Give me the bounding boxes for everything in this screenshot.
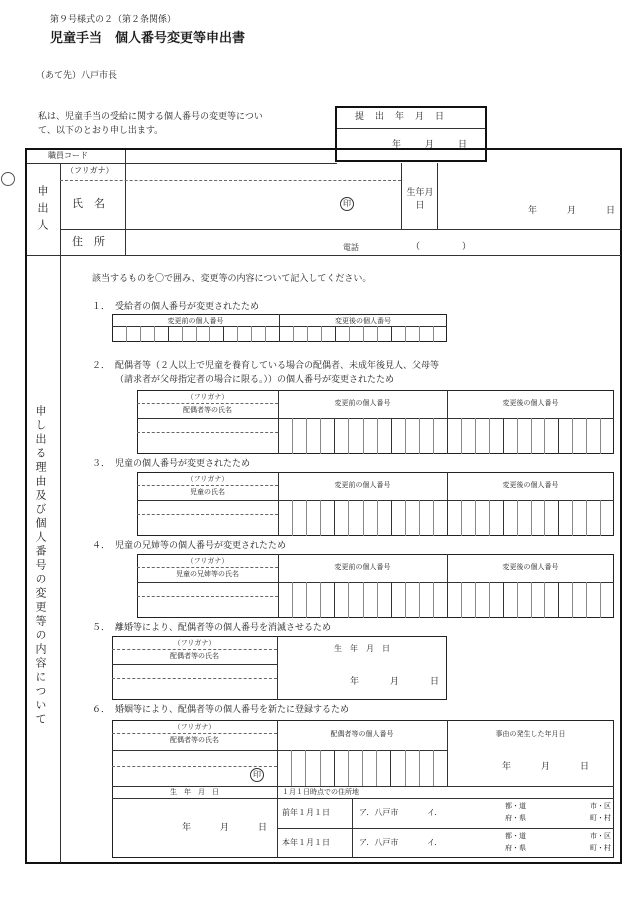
item-5-name-label: 配偶者等の氏名 — [170, 652, 219, 660]
item-6-dob-label: 生 年 月 日 — [170, 788, 219, 796]
item-3-after-number-cells[interactable] — [447, 500, 614, 536]
digit-cell-divider — [433, 750, 434, 786]
intro-line-2: て、以下のとおり申し出ます。 — [38, 126, 164, 136]
item-2-before-number-cells[interactable] — [278, 418, 447, 454]
item-6-prev-option-b[interactable]: イ． — [427, 808, 443, 817]
digit-cell-divider — [475, 582, 476, 618]
digit-cell-divider — [348, 750, 349, 786]
item-6-event-date-header: 事由の発生した年月日 — [495, 730, 566, 738]
phone-label: 電話 — [343, 243, 359, 252]
digit-cell-divider — [517, 582, 518, 618]
applicant-name-label: 氏 名 — [72, 197, 105, 210]
digit-cell-divider — [391, 326, 392, 342]
digit-cell-divider — [362, 750, 363, 786]
form-number: 第９号様式の２（第２条関係） — [50, 15, 177, 25]
digit-cell-divider — [586, 418, 587, 454]
item-4-before-number-cells[interactable] — [278, 582, 447, 618]
item-6-jan1-address-label: １月１日時点での住所地 — [282, 788, 359, 796]
digit-cell-divider — [335, 326, 336, 342]
item-6-this-pref-label-2: 府・県 — [505, 844, 526, 852]
digit-cell-divider — [292, 582, 293, 618]
digit-cell-divider — [433, 326, 434, 342]
item-6-event-year[interactable]: 年 — [502, 762, 512, 772]
applicant-address-field[interactable] — [126, 230, 326, 254]
digit-cell-divider — [363, 418, 364, 454]
item-4-after-header: 変更後の個人番号 — [502, 563, 559, 571]
digit-cell-divider — [334, 500, 335, 536]
digit-cell-divider — [377, 500, 378, 536]
submission-year[interactable]: 年 — [392, 140, 402, 150]
applicant-section-label: 申出人 — [36, 185, 49, 236]
digit-cell-divider — [558, 582, 559, 618]
digit-cell-divider — [531, 500, 532, 536]
punch-hole-icon — [1, 172, 15, 186]
digit-cell-divider — [531, 582, 532, 618]
digit-cell-divider — [348, 418, 349, 454]
item-4-number[interactable]: ４． — [92, 541, 111, 551]
digit-cell-divider — [572, 500, 573, 536]
digit-cell-divider — [419, 326, 420, 342]
digit-cell-divider — [196, 326, 197, 342]
digit-cell-divider — [405, 582, 406, 618]
digit-cell-divider — [334, 418, 335, 454]
instruction-text: 該当するものを〇で囲み、変更等の内容について記入してください。 — [92, 274, 372, 284]
item-3-name-field[interactable] — [138, 501, 277, 535]
digit-cell-divider — [209, 326, 210, 342]
applicant-dob-label: 生年月日 — [406, 188, 434, 211]
item-6-prev-year-label: 前年１月１日 — [282, 808, 330, 817]
applicant-name-field[interactable] — [126, 181, 400, 221]
item-1-before-header: 変更前の個人番号 — [167, 317, 224, 325]
item-4-before-header: 変更前の個人番号 — [334, 563, 391, 571]
item-6-furigana-label: （フリガナ） — [173, 723, 216, 731]
digit-cell-divider — [334, 582, 335, 618]
reason-section-label: 申し出る理由及び個人番号の変更等の内容について — [34, 405, 47, 727]
digit-cell-divider — [376, 750, 377, 786]
digit-cell-divider — [475, 418, 476, 454]
item-5-dob-month[interactable]: 月 — [390, 677, 400, 687]
digit-cell-divider — [390, 750, 391, 786]
digit-cell-divider — [419, 582, 420, 618]
item-6-this-option-b[interactable]: イ． — [427, 838, 443, 847]
item-6-prev-pref-label-1: 都・道 — [505, 802, 526, 810]
staff-code-label: 職員コード — [48, 151, 88, 160]
digit-cell-divider — [237, 326, 238, 342]
digit-cell-divider — [405, 418, 406, 454]
item-6-this-pref-label-1: 都・道 — [505, 832, 526, 840]
item-6-mynumber-header: 配偶者等の個人番号 — [330, 730, 394, 738]
item-6-this-city-label-1: 市・区 — [590, 832, 611, 840]
digit-cell-divider — [433, 500, 434, 536]
digit-cell-divider — [517, 418, 518, 454]
digit-cell-divider — [126, 326, 127, 342]
item-6-prev-city-label-2: 町・村 — [590, 814, 611, 822]
item-2-number[interactable]: ２． — [92, 361, 111, 371]
item-2-after-number-cells[interactable] — [447, 418, 614, 454]
digit-cell-divider — [140, 326, 141, 342]
digit-cell-divider — [305, 750, 306, 786]
submission-date-label: 提 出 年 月 日 — [355, 112, 446, 122]
digit-cell-divider — [348, 500, 349, 536]
digit-cell-divider — [334, 750, 335, 786]
item-2-after-header: 変更後の個人番号 — [502, 399, 559, 407]
item-4-after-number-cells[interactable] — [447, 582, 614, 618]
item-3-number[interactable]: ３． — [92, 459, 111, 469]
item-2-name-field[interactable] — [138, 419, 277, 453]
digit-cell-divider — [475, 500, 476, 536]
item-6-prev-city-label-1: 市・区 — [590, 802, 611, 810]
digit-cell-divider — [419, 750, 420, 786]
digit-cell-divider — [461, 418, 462, 454]
item-5-number[interactable]: ５． — [92, 623, 111, 633]
item-5-name-field[interactable] — [113, 665, 276, 699]
digit-cell-divider — [572, 418, 573, 454]
digit-cell-divider — [461, 582, 462, 618]
digit-cell-divider — [489, 418, 490, 454]
digit-cell-divider — [363, 326, 364, 342]
digit-cell-divider — [377, 326, 378, 342]
digit-cell-divider — [558, 418, 559, 454]
digit-cell-divider — [292, 418, 293, 454]
digit-cell-divider — [489, 582, 490, 618]
item-4-name-label: 児童の兄姉等の氏名 — [176, 570, 239, 578]
digit-cell-divider — [391, 582, 392, 618]
applicant-furigana-label: （フリガナ） — [66, 166, 114, 175]
phone-paren-close: ） — [462, 242, 472, 252]
digit-cell-divider — [306, 582, 307, 618]
item-6-dob-year[interactable]: 年 — [182, 823, 192, 833]
intro-line-1: 私は、児童手当の受給に関する個人番号の変更等につい — [38, 112, 263, 122]
item-6-event-day[interactable]: 日 — [580, 762, 590, 772]
phone-paren-open: （ — [411, 242, 421, 252]
digit-cell-divider — [377, 582, 378, 618]
item-6-event-month[interactable]: 月 — [541, 762, 551, 772]
digit-cell-divider — [306, 418, 307, 454]
digit-cell-divider — [320, 582, 321, 618]
seal-mark-icon: 印 — [340, 197, 354, 211]
digit-cell-divider — [182, 326, 183, 342]
item-1-text: 受給者の個人番号が変更されたため — [115, 302, 260, 312]
digit-cell-divider — [292, 500, 293, 536]
digit-cell-divider — [363, 500, 364, 536]
digit-cell-divider — [419, 500, 420, 536]
digit-cell-divider — [433, 582, 434, 618]
digit-cell-divider — [293, 326, 294, 342]
applicant-address-label: 住 所 — [72, 235, 105, 248]
digit-cell-divider — [600, 582, 601, 618]
digit-cell-divider — [489, 500, 490, 536]
applicant-dob-day[interactable]: 日 — [606, 206, 616, 216]
digit-cell-divider — [391, 500, 392, 536]
item-5-dob-year[interactable]: 年 — [350, 677, 360, 687]
item-6-prev-pref-label-2: 府・県 — [505, 814, 526, 822]
digit-cell-divider — [377, 418, 378, 454]
item-6-mynumber-cells[interactable] — [277, 750, 447, 786]
item-2-text-line-1: 配偶者等（２人以上で児童を養育している場合の配偶者、未成年後見人、父母等 — [115, 361, 440, 371]
item-6-number[interactable]: ６． — [92, 705, 111, 715]
digit-cell-divider — [503, 418, 504, 454]
item-3-before-header: 変更前の個人番号 — [334, 481, 391, 489]
digit-cell-divider — [348, 582, 349, 618]
digit-cell-divider — [586, 582, 587, 618]
digit-cell-divider — [320, 500, 321, 536]
digit-cell-divider — [461, 500, 462, 536]
digit-cell-divider — [531, 418, 532, 454]
digit-cell-divider — [321, 326, 322, 342]
applicant-dob-year[interactable]: 年 — [528, 206, 538, 216]
digit-cell-divider — [544, 582, 545, 618]
item-1-number[interactable]: １． — [92, 302, 111, 312]
submission-month[interactable]: 月 — [425, 140, 435, 150]
digit-cell-divider — [586, 500, 587, 536]
digit-cell-divider — [251, 326, 252, 342]
item-3-name-label: 児童の氏名 — [190, 488, 225, 496]
addressee: （あて先）八戸市長 — [36, 71, 118, 81]
item-6-name-label: 配偶者等の氏名 — [170, 736, 219, 744]
digit-cell-divider — [291, 750, 292, 786]
digit-cell-divider — [405, 326, 406, 342]
page-title: 児童手当 個人番号変更等申出書 — [50, 31, 246, 46]
digit-cell-divider — [154, 326, 155, 342]
digit-cell-divider — [265, 326, 266, 342]
digit-cell-divider — [419, 418, 420, 454]
item-6-prev-option-a[interactable]: ア．八戸市 — [359, 808, 399, 817]
digit-cell-divider — [558, 500, 559, 536]
digit-cell-divider — [306, 500, 307, 536]
digit-cell-divider — [433, 418, 434, 454]
item-6-this-option-a[interactable]: ア．八戸市 — [359, 838, 399, 847]
item-5-text: 離婚等により、配偶者等の個人番号を消滅させるため — [115, 623, 332, 633]
digit-cell-divider — [503, 582, 504, 618]
item-2-name-label: 配偶者等の氏名 — [183, 406, 232, 414]
item-3-furigana-label: （フリガナ） — [186, 475, 229, 483]
item-6-this-year-label: 本年１月１日 — [282, 838, 330, 847]
digit-cell-divider — [168, 326, 169, 342]
item-5-dob-day[interactable]: 日 — [430, 677, 440, 687]
applicant-dob-month[interactable]: 月 — [567, 206, 577, 216]
digit-cell-divider — [544, 418, 545, 454]
item-1-after-number-cells[interactable] — [279, 326, 447, 342]
digit-cell-divider — [517, 500, 518, 536]
item-4-text: 児童の兄姉等の個人番号が変更されたため — [115, 541, 287, 551]
seal-mark-icon: 印 — [250, 768, 264, 782]
item-6-text: 婚姻等により、配偶者等の個人番号を新たに登録するため — [115, 705, 350, 715]
digit-cell-divider — [320, 750, 321, 786]
digit-cell-divider — [391, 418, 392, 454]
item-4-furigana-label: （フリガナ） — [186, 557, 229, 565]
digit-cell-divider — [349, 326, 350, 342]
item-3-before-number-cells[interactable] — [278, 500, 447, 536]
item-6-this-city-label-2: 町・村 — [590, 844, 611, 852]
item-2-furigana-label: （フリガナ） — [186, 393, 229, 401]
item-6-dob-day[interactable]: 日 — [258, 823, 268, 833]
digit-cell-divider — [307, 326, 308, 342]
digit-cell-divider — [320, 418, 321, 454]
item-1-before-number-cells[interactable] — [112, 326, 279, 342]
submission-day[interactable]: 日 — [458, 140, 468, 150]
item-3-after-header: 変更後の個人番号 — [502, 481, 559, 489]
digit-cell-divider — [405, 750, 406, 786]
digit-cell-divider — [600, 500, 601, 536]
digit-cell-divider — [223, 326, 224, 342]
item-2-text-line-2: （請求者が父母指定者の場合に限る。））の個人番号が変更されたため — [115, 375, 395, 385]
digit-cell-divider — [405, 500, 406, 536]
digit-cell-divider — [503, 500, 504, 536]
digit-cell-divider — [600, 418, 601, 454]
digit-cell-divider — [572, 582, 573, 618]
item-2-before-header: 変更前の個人番号 — [334, 399, 391, 407]
item-5-dob-label: 生 年 月 日 — [334, 644, 390, 653]
item-3-text: 児童の個人番号が変更されたため — [115, 459, 251, 469]
digit-cell-divider — [544, 500, 545, 536]
item-5-furigana-label: （フリガナ） — [173, 639, 216, 647]
digit-cell-divider — [363, 582, 364, 618]
item-6-dob-month[interactable]: 月 — [220, 823, 230, 833]
item-1-after-header: 変更後の個人番号 — [335, 317, 391, 325]
item-4-name-field[interactable] — [138, 583, 277, 617]
